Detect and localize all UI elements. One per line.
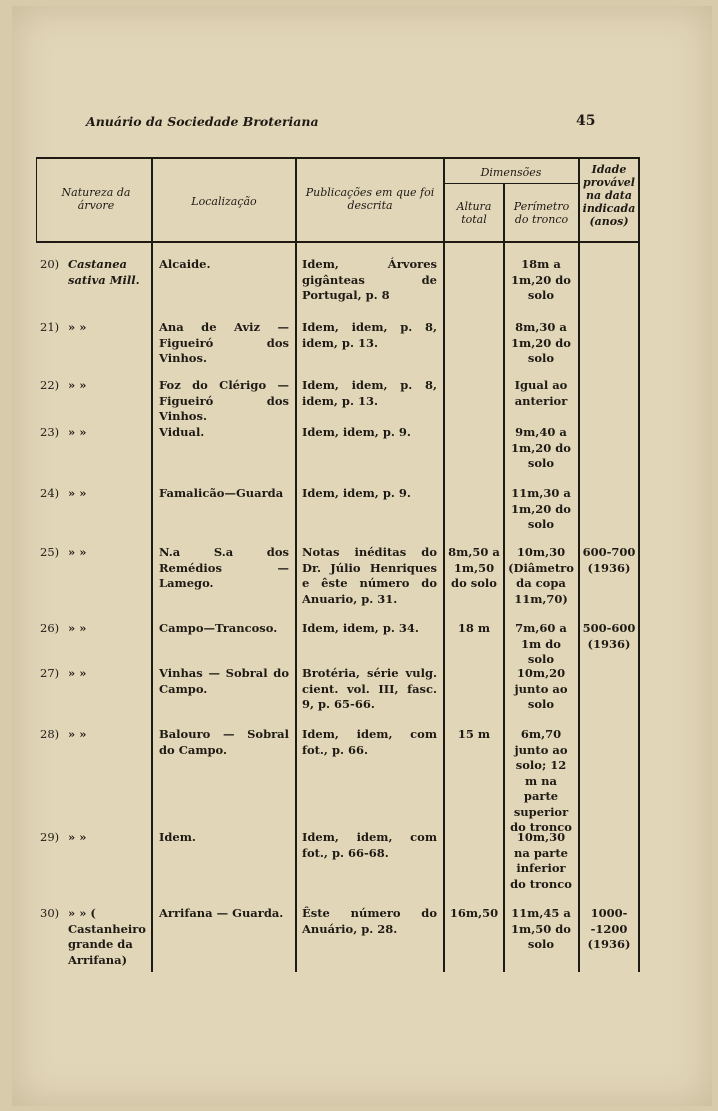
row-number: 20) [40, 257, 60, 271]
localizacao-cell: N.a S.a dos Remédios — Lamego. [159, 545, 289, 590]
header-natureza: Natureza da árvore [61, 186, 131, 212]
publicacao-cell: Brotéria, série vulg. cient. vol. III, fasc. 9, p. 65-66. [302, 666, 437, 711]
header-localizacao: Localização [191, 195, 257, 208]
perimetro-cell: 7m,60 a 1m do solo [515, 621, 567, 666]
header-perimetro: Perímetro do tronco [513, 200, 570, 226]
row-number: 30) [40, 906, 60, 920]
header-bottom-rule [36, 241, 640, 243]
row-number: 24) [40, 486, 60, 500]
col-rule-5 [578, 157, 580, 972]
perimetro-cell: 10m,30 (Diâmetro da copa 11m,70) [508, 545, 574, 606]
dimensoes-under-rule [443, 183, 578, 184]
publicacao-cell: Notas inéditas do Dr. Júlio Henriques e êste número do Anuario, p. 31. [302, 545, 437, 606]
header-altura: Altura total [456, 200, 492, 226]
perimetro-cell: 9m,40 a 1m,20 do solo [511, 425, 571, 470]
perimetro-cell: 11m,30 a 1m,20 do solo [511, 486, 571, 531]
row-number: 28) [40, 727, 60, 741]
perimetro-cell: 6m,70 junto ao solo; 12 m na parte superior do tronco [510, 727, 572, 834]
header-idade: Idade provável na data indicada (anos) [582, 163, 636, 228]
localizacao-cell: Vinhas — Sobral do Campo. [159, 666, 289, 696]
col-rule-1 [151, 157, 153, 972]
localizacao-cell: Balouro — Sobral do Campo. [159, 727, 289, 757]
altura-cell: 18 m [457, 621, 491, 635]
col-rule-3 [443, 157, 445, 972]
publicacao-cell: Idem, idem, p. 8, idem, p. 13. [302, 378, 437, 408]
col-rule-4 [503, 183, 505, 972]
publicacao-cell: Idem, Árvores gigânteas de Portugal, p. 8 [302, 257, 437, 302]
natureza-cell: » » [68, 320, 87, 334]
natureza-cell: » » ( Castanheiro grande da Arrifana) [68, 906, 146, 967]
row-number: 23) [40, 425, 60, 439]
row-number: 25) [40, 545, 60, 559]
idade-cell: 500-600 (1936) [582, 621, 636, 651]
localizacao-cell: Foz do Clérigo — Figueiró dos Vinhos. [159, 378, 289, 423]
localizacao-cell: Campo—Trancoso. [159, 621, 278, 635]
publicacao-cell: Idem, idem, p. 9. [302, 486, 411, 500]
localizacao-cell: Famalicão—Guarda [159, 486, 284, 500]
perimetro-cell: 8m,30 a 1m,20 do solo [511, 320, 571, 365]
row-number: 22) [40, 378, 60, 392]
natureza-cell: Castanea sativa Mill. [68, 257, 140, 287]
perimetro-cell: Igual ao anterior [514, 378, 568, 408]
table-top-rule [36, 157, 640, 159]
col-rule-left [36, 157, 37, 242]
col-rule-right [638, 157, 640, 972]
publicacao-cell: Idem, idem, com fot., p. 66. [302, 727, 437, 757]
col-rule-2 [295, 157, 297, 972]
idade-cell: 1000--1200 (1936) [587, 906, 631, 951]
natureza-cell: » » [68, 486, 87, 500]
row-number: 29) [40, 830, 60, 844]
idade-cell: 600-700 (1936) [582, 545, 636, 575]
publicacao-cell: Idem, idem, com fot., p. 66-68. [302, 830, 437, 860]
altura-cell: 16m,50 [449, 906, 499, 920]
localizacao-cell: Alcaide. [159, 257, 211, 271]
natureza-cell: » » [68, 727, 87, 741]
altura-cell: 8m,50 a 1m,50 do solo [448, 545, 500, 590]
perimetro-cell: 18m a 1m,20 do solo [511, 257, 571, 302]
row-number: 21) [40, 320, 60, 334]
running-title: Anuário da Sociedade Broteriana [86, 114, 319, 129]
natureza-cell: » » [68, 830, 87, 844]
header-dimensoes: Dimensões [480, 166, 542, 179]
perimetro-cell: 10m,30 na parte inferior do tronco [510, 830, 572, 891]
perimetro-cell: 11m,45 a 1m,50 do solo [511, 906, 571, 951]
publicacao-cell: Êste número do Anuário, p. 28. [302, 906, 437, 936]
perimetro-cell: 10m,20 junto ao solo [514, 666, 568, 711]
natureza-cell: » » [68, 545, 87, 559]
publicacao-cell: Idem, idem, p. 9. [302, 425, 411, 439]
natureza-cell: » » [68, 666, 87, 680]
publicacao-cell: Idem, idem, p. 8, idem, p. 13. [302, 320, 437, 350]
localizacao-cell: Ana de Aviz — Figueiró dos Vinhos. [159, 320, 289, 365]
natureza-cell: » » [68, 425, 87, 439]
row-number: 27) [40, 666, 60, 680]
altura-cell: 15 m [457, 727, 491, 741]
localizacao-cell: Arrifana — Guarda. [159, 906, 284, 920]
natureza-cell: » » [68, 378, 87, 392]
localizacao-cell: Vidual. [159, 425, 205, 439]
row-number: 26) [40, 621, 60, 635]
publicacao-cell: Idem, idem, p. 34. [302, 621, 419, 635]
header-publicacoes: Publicações em que foi descrita [305, 186, 435, 212]
page-number: 45 [576, 113, 596, 129]
localizacao-cell: Idem. [159, 830, 196, 844]
natureza-cell: » » [68, 621, 87, 635]
